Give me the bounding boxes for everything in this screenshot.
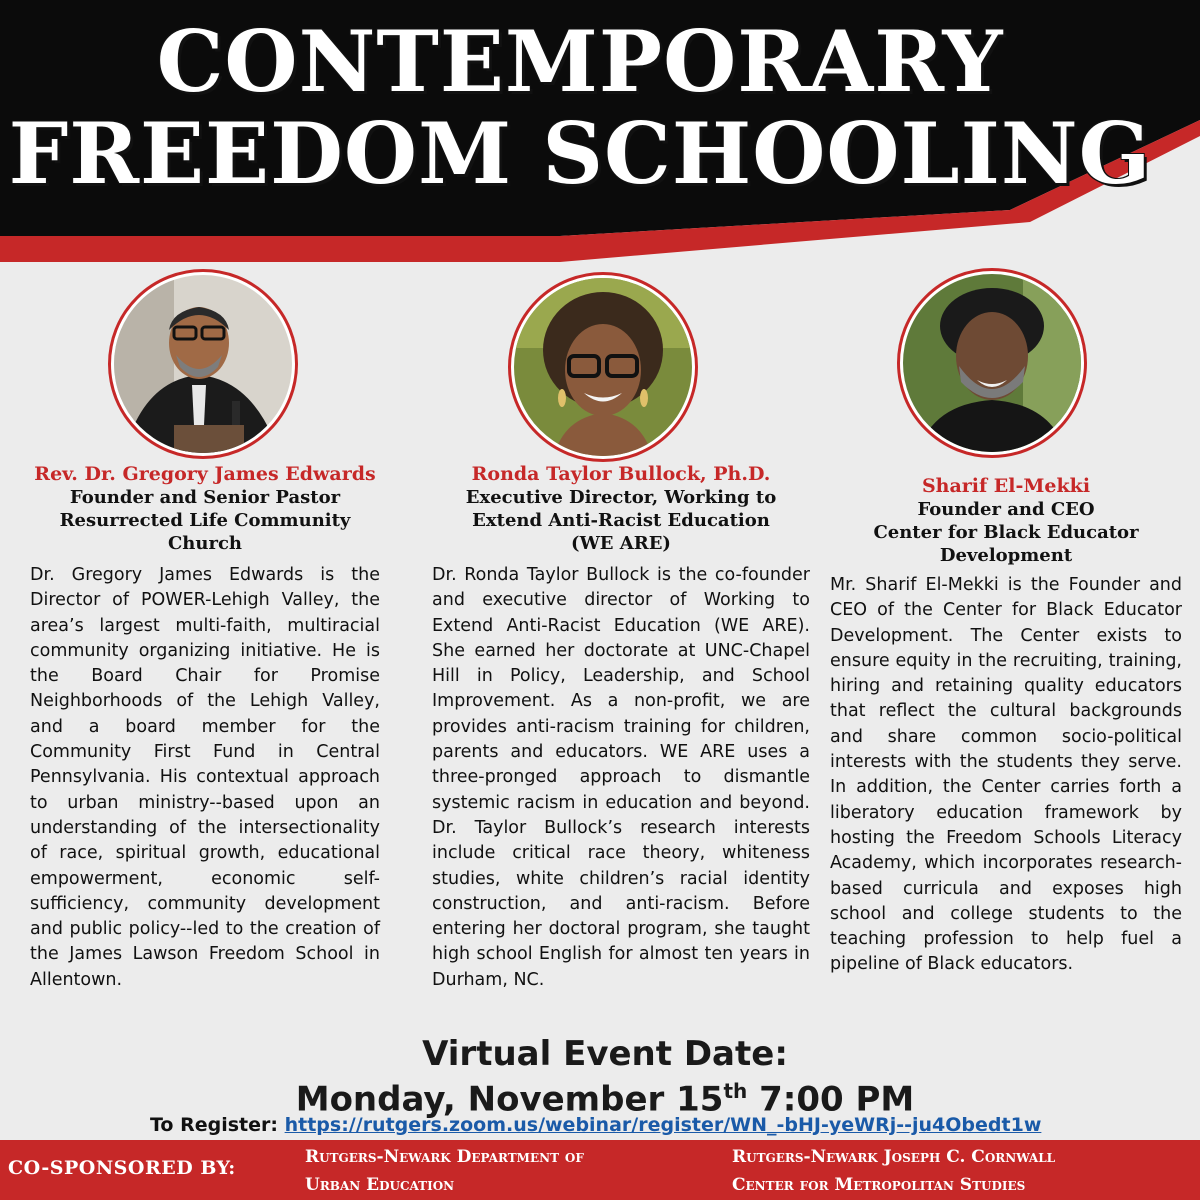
speaker-photo-bullock [508, 272, 698, 462]
speaker-column-edwards [30, 462, 380, 993]
sponsor-line: Rutgers-Newark Department of [305, 1147, 584, 1167]
speaker-bio: Dr. Gregory James Edwards is the Director of POWER-Lehigh Valley, the area’s largest multi-faith, multiracial community organizing initiative. He is the Board Chair for Promise Neighborhoods of the Lehigh Valley, and a board member for the Community First Fund in Central Pennsylvania. His contextual approach to urban ministry--based upon an understanding of the intersectionality of race, spiritual growth, educational empowerment, economic self-sufficiency, community development and public policy--led to the creation of the James Lawson Freedom School in Allentown. [30, 565, 380, 990]
title-line-2: FREEDOM SCHOOLING [8, 104, 1152, 203]
speaker-role-line: Development [939, 545, 1073, 566]
sponsor-urban-education [305, 1143, 584, 1199]
speaker-column-bullock [432, 462, 810, 993]
event-date-ordinal: th [723, 1079, 748, 1103]
speaker-role-line: Church [167, 533, 243, 554]
speaker-role-line: Executive Director, Working to [465, 487, 777, 508]
register-line [150, 1112, 1041, 1138]
sponsor-cornwall-center [732, 1143, 1055, 1199]
sponsor-line: Rutgers-Newark Joseph C. Cornwall [732, 1147, 1056, 1167]
speaker-name: Rev. Dr. Gregory James Edwards [34, 463, 376, 485]
speaker-portrait-el-mekki [903, 274, 1081, 452]
speaker-portrait-bullock [514, 278, 692, 456]
speaker-name: Ronda Taylor Bullock, Ph.D. [471, 463, 771, 485]
cosponsor-footer [0, 1140, 1200, 1200]
event-time: 7:00 PM [747, 1079, 915, 1120]
speaker-role-line: Extend Anti-Racist Education [472, 510, 770, 531]
sponsor-line: Urban Education [305, 1175, 455, 1195]
speaker-name: Sharif El-Mekki [921, 475, 1091, 497]
cosponsored-label: CO-SPONSORED BY: [8, 1157, 236, 1179]
speaker-role-line: Center for Black Educator [873, 522, 1139, 543]
speaker-photo-edwards [108, 269, 298, 459]
speaker-bio: Dr. Ronda Taylor Bullock is the co-founder and executive director of Working to Extend Anti-Racist Education (WE ARE). She earned her doctorate at UNC-Chapel Hill in Policy, Leadership, and School Improvement. As a non-profit, we are provides anti-racism training for children, parents and educators. WE ARE uses a three-pronged approach to dismantle systemic racism in education and beyond. Dr. Taylor Bullock’s research interests include critical race theory, whiteness studies, white children’s racial identity construction, and anti-racism. Before entering her doctoral program, she taught high school English for almost ten years in Durham, NC. [432, 565, 810, 990]
speaker-photo-el-mekki [897, 268, 1087, 458]
speaker-role-line: Founder and CEO [917, 499, 1095, 520]
speaker-role-line: Resurrected Life Community [59, 510, 351, 531]
title-line-1: CONTEMPORARY [156, 12, 1004, 111]
event-label: Virtual Event Date: [422, 1034, 788, 1074]
event-date-day: Monday, November 15 [295, 1079, 724, 1120]
sponsor-line: Center for Metropolitan Studies [732, 1175, 1026, 1195]
speaker-role-line: (WE ARE) [571, 533, 671, 554]
speaker-bio: Mr. Sharif El-Mekki is the Founder and CEO of the Center for Black Educator Development. The Center exists to ensure equity in the recruiting, training, hiring and retaining quality educators that reflect the cultural backgrounds and share common socio-political interests with the students they serve. In addition, the Center carries forth a liberatory education framework by hosting the Freedom Schools Literacy Academy, which incorporates research-based curricula and exposes high school and college students to the teaching profession to help fuel a pipeline of Black educators. [830, 575, 1182, 975]
speaker-role-line: Founder and Senior Pastor [69, 487, 341, 508]
speaker-column-el-mekki [830, 474, 1182, 978]
register-link[interactable]: https://rutgers.zoom.us/webinar/register/WN_-bHJ-yeWRj--ju4Obedt1w [284, 1114, 1042, 1136]
speaker-portrait-edwards [114, 275, 292, 453]
register-label: To Register: [150, 1114, 285, 1136]
